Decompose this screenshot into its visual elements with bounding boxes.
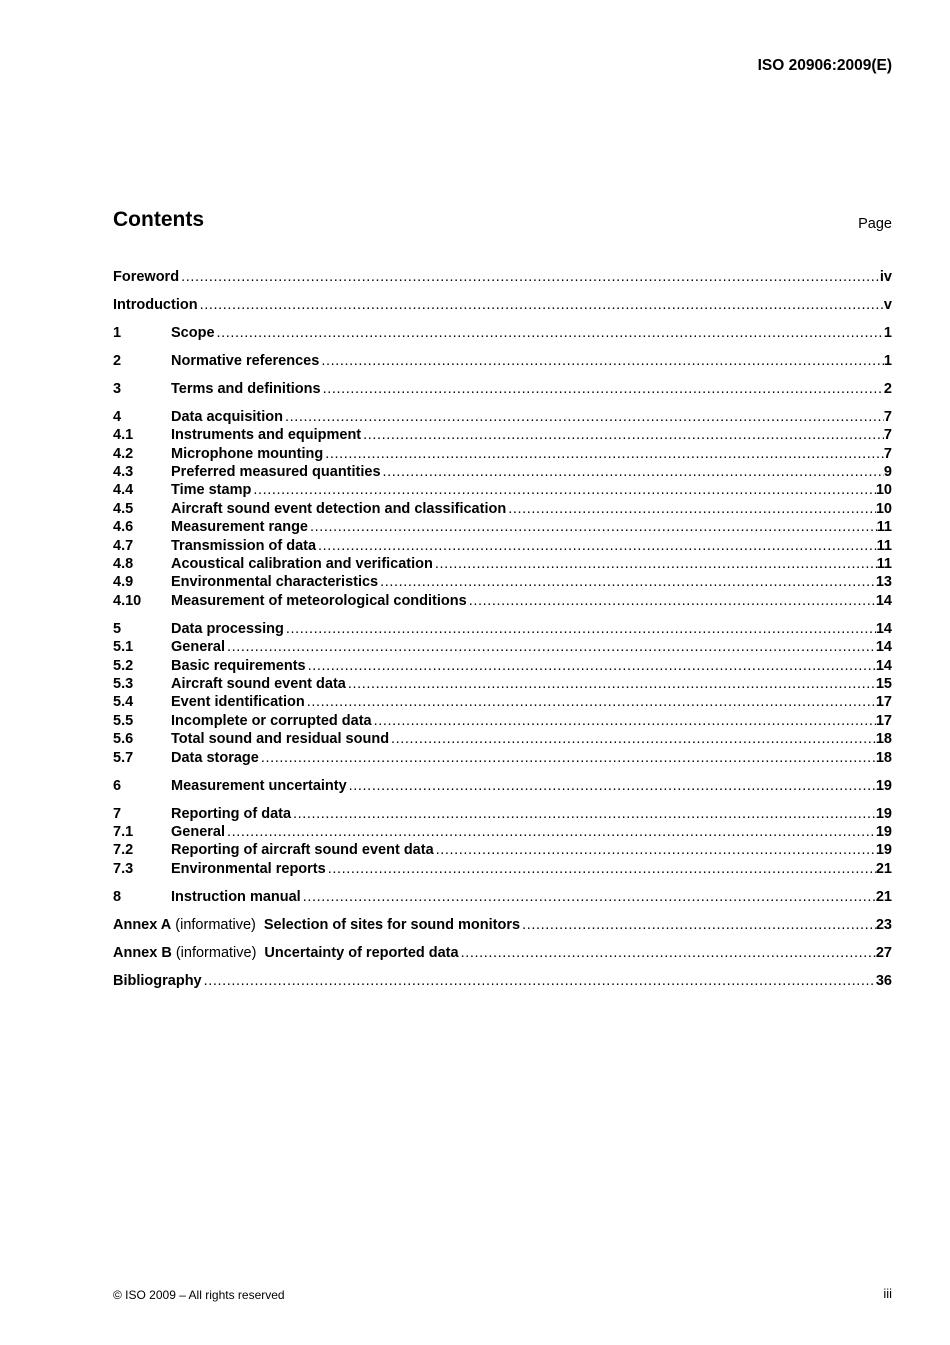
toc-entry-title: Event identification [171,694,305,711]
toc-entry-title: Reporting of aircraft sound event data [171,842,434,859]
toc-entry-title: Instruments and equipment [171,427,362,444]
annex-label: Annex A [113,916,172,933]
toc-entry[interactable] [113,268,892,286]
toc-entry[interactable] [113,573,892,591]
copyright-notice: © ISO 2009 – All rights reserved [113,1288,285,1302]
toc-entry-title: Instruction manual [171,888,301,905]
dot-leader [253,481,876,499]
toc-entry-page: 21 [875,860,892,877]
toc-entry[interactable] [113,500,892,518]
toc-entry-title: Data storage [171,749,259,766]
dot-leader [325,445,884,463]
toc-entry[interactable] [113,730,892,748]
table-of-contents [113,268,892,990]
toc-entry[interactable] [113,638,892,656]
toc-entry-page: 2 [883,380,892,397]
page-column-label: Page [858,216,892,232]
toc-bibliography-entry[interactable] [113,972,892,990]
toc-entry-page: 19 [875,777,892,794]
toc-entry-number: 1 [113,324,122,341]
dot-leader [522,916,876,934]
annex-kind: (informative) [175,944,257,961]
toc-entry-page: 11 [876,519,892,536]
toc-entry-number: 5.7 [113,749,134,766]
toc-entry-number: 4.8 [113,556,134,573]
toc-entry[interactable] [113,620,892,638]
toc-entry-title: Environmental reports [171,860,326,877]
toc-entry-page: 21 [875,888,892,905]
toc-entry-title: Introduction [113,296,198,313]
toc-entry-page: 7 [883,427,892,444]
toc-entry[interactable] [113,537,892,555]
toc-entry-title: General [171,639,225,656]
dot-leader [227,638,876,656]
toc-entry[interactable] [113,445,892,463]
toc-header [113,208,892,238]
toc-entry-number: 5.4 [113,694,134,711]
toc-entry-page: 14 [875,592,892,609]
toc-entry-page: 1 [883,352,892,369]
toc-entry-number: 5.3 [113,675,134,692]
toc-entry[interactable] [113,712,892,730]
toc-entry[interactable] [113,463,892,481]
dot-leader [308,657,876,675]
toc-entry-page: 17 [875,712,892,729]
toc-entry-number: 4.5 [113,500,134,517]
toc-entry-title: Reporting of data [171,805,292,822]
toc-entry[interactable] [113,888,892,906]
toc-entry[interactable] [113,675,892,693]
toc-entry-page: 11 [876,537,892,554]
annex-kind: (informative) [175,916,256,933]
toc-entry-number: 8 [113,888,122,905]
dot-leader [181,268,880,286]
toc-entry-title: Foreword [113,269,180,285]
toc-entry-title: Data processing [171,620,284,637]
toc-entry-title: Terms and definitions [171,380,321,397]
dot-leader [323,380,884,398]
annex-title: Uncertainty of reported data [264,944,459,961]
dot-leader [200,296,884,314]
toc-entry-page: 9 [883,464,892,481]
toc-entry-title: Total sound and residual sound [171,731,390,748]
annex-title: Selection of sites for sound monitors [263,916,521,933]
toc-entry-number: 4.9 [113,574,134,591]
toc-entry-title: Aircraft sound event data [171,675,346,692]
toc-entry-title: Measurement range [171,519,308,536]
toc-entry[interactable] [113,408,892,426]
dot-leader [321,352,884,370]
toc-entry-page: 7 [883,445,892,462]
toc-entry-title: General [171,823,225,840]
toc-entry-page: 14 [875,639,892,656]
toc-entry-number: 3 [113,380,122,397]
dot-leader [380,573,876,591]
toc-entry-page: 7 [883,408,892,425]
page-number: iii [883,1286,892,1301]
toc-entry-number: 7 [113,805,122,822]
toc-entry-page: iv [879,269,892,285]
toc-entry[interactable] [113,555,892,573]
dot-leader [383,463,884,481]
toc-entry-page: 14 [875,620,892,637]
toc-entry-title: Scope [171,324,215,341]
toc-entry-number: 4.4 [113,482,134,499]
toc-entry-number: 5.2 [113,657,134,674]
dot-leader [307,693,876,711]
dot-leader [328,860,876,878]
toc-entry-page: 10 [875,482,892,499]
toc-entry[interactable] [113,805,892,823]
toc-entry-number: 4.2 [113,445,134,462]
toc-entry-title: Transmission of data [171,537,317,554]
dot-leader [261,749,876,767]
toc-entry-number: 5.6 [113,731,134,748]
toc-entry-page: v [883,296,892,313]
toc-entry-page: 19 [875,842,892,859]
toc-entry[interactable] [113,657,892,675]
toc-entry-page: 11 [876,556,892,573]
dot-leader [303,888,876,906]
toc-entry[interactable] [113,841,892,859]
document-id: ISO 20906:2009(E) [757,57,892,74]
dot-leader [391,730,876,748]
toc-entry[interactable] [113,860,892,878]
toc-entry-page: 1 [883,324,892,341]
toc-entry[interactable] [113,777,892,795]
toc-entry-title: Incomplete or corrupted data [171,712,372,729]
toc-entry[interactable] [113,426,892,444]
toc-entry-page: 23 [875,916,892,933]
toc-entry[interactable] [113,518,892,536]
toc-entry-number: 6 [113,777,122,794]
toc-entry[interactable] [113,296,892,314]
toc-entry-number: 5.1 [113,639,134,656]
dot-leader [310,518,877,536]
toc-entry-page: 18 [875,731,892,748]
toc-entry-number: 7.3 [113,860,134,877]
toc-entry-number: 7.2 [113,842,134,859]
toc-entry[interactable] [113,693,892,711]
toc-entry-title: Microphone mounting [171,445,324,462]
dot-leader [318,537,877,555]
toc-entry-title: Acoustical calibration and verification [171,556,433,573]
toc-annex-entry[interactable] [113,944,892,962]
toc-entry[interactable] [113,380,892,398]
toc-entry-number: 5.5 [113,712,134,729]
toc-entry[interactable] [113,592,892,610]
toc-entry-page: 17 [875,694,892,711]
toc-entry-number: 4.10 [113,592,142,609]
dot-leader [286,620,876,638]
toc-entry-number: 4.3 [113,464,134,481]
toc-entry[interactable] [113,352,892,370]
toc-entry[interactable] [113,481,892,499]
dot-leader [204,972,876,990]
toc-entry-title: Data acquisition [171,408,283,425]
annex-label: Annex B [113,944,172,961]
toc-entry-page: 15 [875,675,892,692]
toc-entry-title: Aircraft sound event detection and classification [171,500,507,517]
toc-entry-number: 4.1 [113,427,134,444]
dot-leader [461,944,876,962]
dot-leader [293,805,876,823]
toc-entry-number: 4.7 [113,537,134,554]
dot-leader [349,777,876,795]
dot-leader [436,841,876,859]
dot-leader [348,675,876,693]
toc-entry[interactable] [113,324,892,342]
toc-entry-title: Measurement uncertainty [171,777,347,794]
toc-entry-number: 2 [113,352,122,369]
toc-entry-title: Preferred measured quantities [171,464,381,481]
toc-entry-page: 36 [875,972,892,989]
toc-entry-page: 27 [875,944,892,961]
dot-leader [508,500,876,518]
toc-entry[interactable] [113,823,892,841]
toc-entry-number: 4.6 [113,519,134,536]
toc-entry-title: Measurement of meteorological conditions [171,592,467,609]
toc-entry-page: 10 [875,500,892,517]
dot-leader [469,592,876,610]
toc-entry-page: 19 [875,805,892,822]
bibliography-title: Bibliography [113,972,202,989]
toc-entry-number: 5 [113,620,122,637]
dot-leader [374,712,876,730]
dot-leader [217,324,884,342]
toc-entry-page: 13 [875,574,892,591]
toc-entry-title: Normative references [171,352,320,369]
toc-annex-entry[interactable] [113,916,892,934]
toc-entry-title: Time stamp [171,482,252,499]
dot-leader [285,408,884,426]
toc-entry-number: 4 [113,408,122,425]
dot-leader [363,426,884,444]
contents-title: Contents [113,208,204,231]
toc-entry-title: Basic requirements [171,657,306,674]
dot-leader [227,823,876,841]
toc-entry-number: 7.1 [113,823,134,840]
toc-entry-page: 14 [875,657,892,674]
dot-leader [435,555,877,573]
toc-entry[interactable] [113,749,892,767]
toc-entry-page: 19 [875,823,892,840]
toc-entry-page: 18 [875,749,892,766]
toc-entry-title: Environmental characteristics [171,574,379,591]
